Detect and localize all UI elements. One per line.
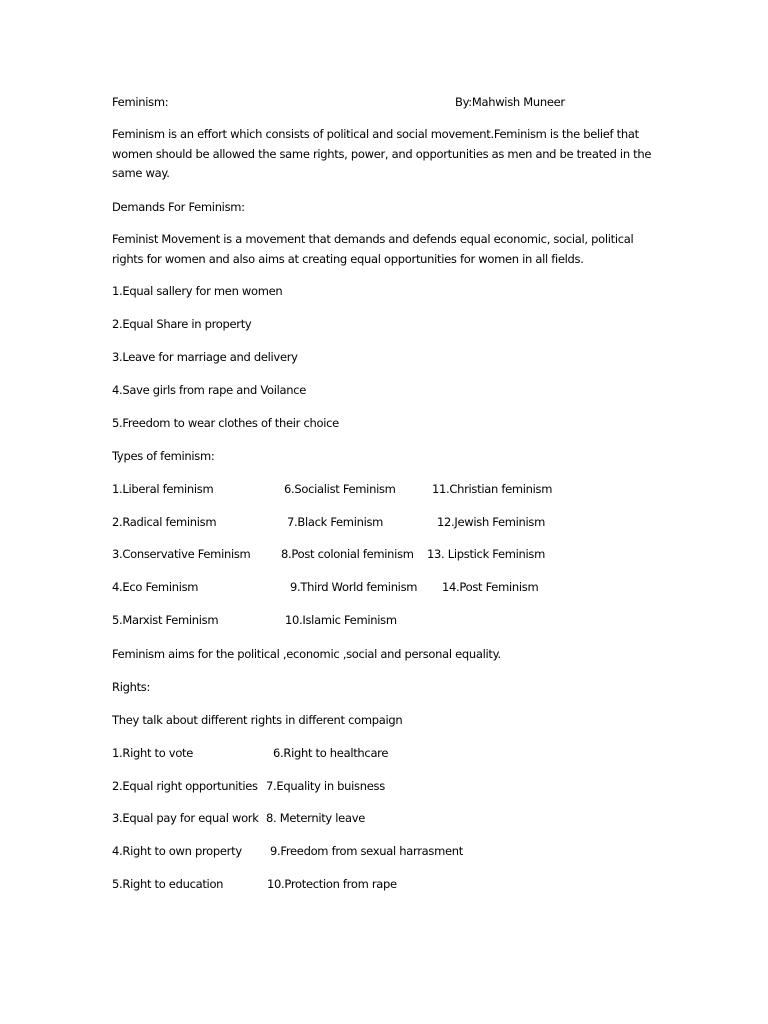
- types-heading: Types of feminism:: [112, 449, 215, 463]
- type-item: 8.Post colonial feminism: [281, 547, 414, 561]
- demands-heading: Demands For Feminism:: [112, 200, 245, 214]
- rights-intro: They talk about different rights in different compaign: [112, 713, 403, 727]
- demand-item: 1.Equal sallery for men women: [112, 284, 283, 298]
- type-item: 2.Radical feminism: [112, 515, 217, 529]
- type-item: 1.Liberal feminism: [112, 482, 214, 496]
- right-item: 3.Equal pay for equal work: [112, 811, 259, 825]
- right-item: 10.Protection from rape: [267, 877, 397, 891]
- right-item: 2.Equal right opportunities: [112, 779, 258, 793]
- type-item: 10.Islamic Feminism: [285, 613, 397, 627]
- author-byline: By:Mahwish Muneer: [455, 95, 565, 109]
- type-item: 3.Conservative Feminism: [112, 547, 251, 561]
- right-item: 6.Right to healthcare: [273, 746, 389, 760]
- intro-paragraph: Feminism is an effort which consists of political and social movement.Feminism is the belief that women should be allowed the same rights, power, and opportunities as men and be treated in the same way.: [112, 127, 652, 180]
- document-title: Feminism:: [112, 95, 169, 109]
- type-item: 7.Black Feminism: [287, 515, 384, 529]
- type-item: 11.Christian feminism: [432, 482, 553, 496]
- rights-heading: Rights:: [112, 680, 151, 694]
- aims-sentence: Feminism aims for the political ,economic ,social and personal equality.: [112, 647, 501, 661]
- right-item: 7.Equality in buisness: [266, 779, 385, 793]
- demand-item: 3.Leave for marriage and delivery: [112, 350, 298, 364]
- right-item: 8. Meternity leave: [266, 811, 365, 825]
- demand-item: 4.Save girls from rape and Voilance: [112, 383, 307, 397]
- right-item: 4.Right to own property: [112, 844, 242, 858]
- type-item: 6.Socialist Feminism: [284, 482, 396, 496]
- type-item: 14.Post Feminism: [442, 580, 539, 594]
- type-item: 5.Marxist Feminism: [112, 613, 219, 627]
- right-item: 9.Freedom from sexual harrasment: [270, 844, 463, 858]
- demand-item: 5.Freedom to wear clothes of their choice: [112, 416, 339, 430]
- right-item: 5.Right to education: [112, 877, 224, 891]
- demand-item: 2.Equal Share in property: [112, 317, 252, 331]
- type-item: 13. Lipstick Feminism: [427, 547, 546, 561]
- demands-paragraph: Feminist Movement is a movement that demands and defends equal economic, social, political rights for women and also aims at creating equal opportunities for women in all fields.: [112, 232, 634, 266]
- type-item: 4.Eco Feminism: [112, 580, 199, 594]
- type-item: 12.Jewish Feminism: [437, 515, 546, 529]
- right-item: 1.Right to vote: [112, 746, 194, 760]
- type-item: 9.Third World feminism: [290, 580, 418, 594]
